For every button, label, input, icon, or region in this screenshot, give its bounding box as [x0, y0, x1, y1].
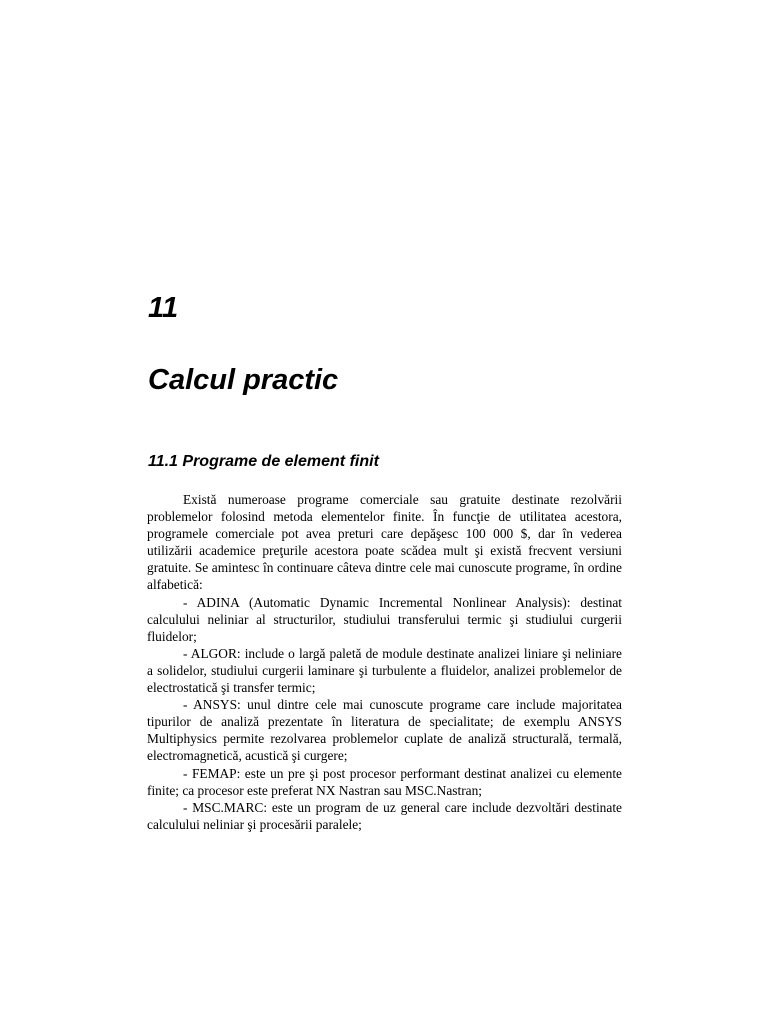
chapter-title: Calcul practic	[148, 364, 339, 396]
paragraph-algor: - ALGOR: include o largă paletă de module destinate analizei liniare şi neliniare a solidelor, studiului curgerii laminare şi turbulente a fluidelor, analizei problemelor de electrostatică şi transfer termic;	[147, 645, 622, 696]
body-text	[147, 491, 622, 833]
section-title: 11.1 Programe de element finit	[148, 453, 379, 470]
chapter-number: 11	[148, 292, 179, 324]
paragraph-intro: Există numeroase programe comerciale sau gratuite destinate rezolvării problemelor folosind metoda elementelor finite. În funcţie de utilitatea acestora, programele comerciale pot avea preturi care depăşesc 100 000 $, dar în vederea utilizării academice preţurile acestora poate scădea mult şi există frecvent versiuni gratuite. Se amintesc în continuare câteva dintre cele mai cunoscute programe, în ordine alfabetică:	[147, 492, 622, 593]
paragraph-msc-marc: - MSC.MARC: este un program de uz general care include dezvoltări destinate calculului neliniar şi procesării paralele;	[147, 799, 622, 832]
paragraph-ansys: - ANSYS: unul dintre cele mai cunoscute programe care include majoritatea tipurilor de analiză prezentate în literatura de specialitate; de exemplu ANSYS Multiphysics permite rezolvarea problemelor cuplate de analiză structurală, termală, electromagnetică, acustică şi curgere;	[147, 697, 622, 764]
paragraph-adina: - ADINA (Automatic Dynamic Incremental Nonlinear Analysis): destinat calculului neliniar al structurilor, studiului transferului termic şi studiului curgerii fluidelor;	[147, 594, 622, 644]
paragraph-femap: - FEMAP: este un pre şi post procesor performant destinat analizei cu elemente finite; ca procesor este preferat NX Nastran sau MSC.Nastran;	[147, 765, 622, 798]
